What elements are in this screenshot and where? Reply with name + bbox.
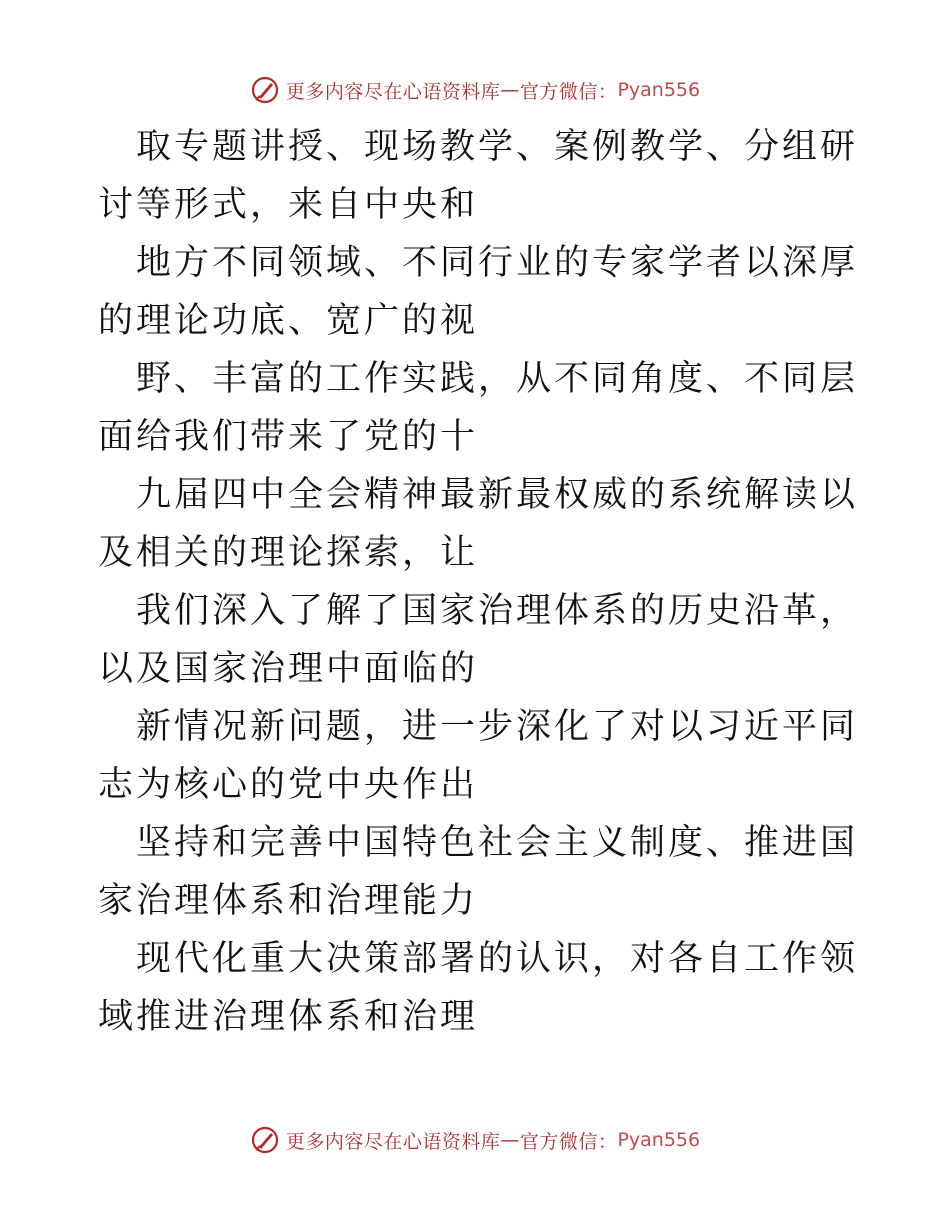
header-wechat-label: 官方微信： — [519, 80, 618, 103]
paragraph: 取专题讲授、现场教学、案例教学、分组研讨等形式，来自中央和 — [98, 127, 859, 225]
footer-separator: — — [500, 1129, 520, 1151]
header-separator: — — [500, 79, 520, 101]
header-banner — [0, 70, 950, 110]
paragraph: 新情况新问题，进一步深化了对以习近平同志为核心的党中央作出 — [98, 707, 859, 805]
footer-wechat-id: Pyan556 — [617, 1129, 701, 1151]
header-wechat-id: Pyan556 — [617, 79, 701, 101]
paragraph: 九届四中全会精神最新最权威的系统解读以及相关的理论探索，让 — [98, 475, 859, 573]
paragraph: 坚持和完善中国特色社会主义制度、推进国家治理体系和治理能力 — [98, 823, 859, 921]
footer-banner — [0, 1120, 950, 1160]
quill-pen-logo-icon — [250, 1125, 280, 1155]
footer-banner-text: 更多内容尽在心语资料库 — [285, 1130, 501, 1153]
document-body — [98, 118, 858, 1046]
footer-wechat-label: 官方微信： — [519, 1130, 618, 1153]
paragraph: 野、丰富的工作实践，从不同角度、不同层面给我们带来了党的十 — [98, 359, 859, 457]
paragraph: 地方不同领域、不同行业的专家学者以深厚的理论功底、宽广的视 — [98, 243, 859, 341]
paragraph: 现代化重大决策部署的认识，对各自工作领域推进治理体系和治理 — [98, 939, 859, 1037]
quill-pen-logo-icon — [250, 75, 280, 105]
header-banner-text: 更多内容尽在心语资料库 — [285, 80, 501, 103]
paragraph: 我们深入了解了国家治理体系的历史沿革，以及国家治理中面临的 — [98, 591, 859, 689]
